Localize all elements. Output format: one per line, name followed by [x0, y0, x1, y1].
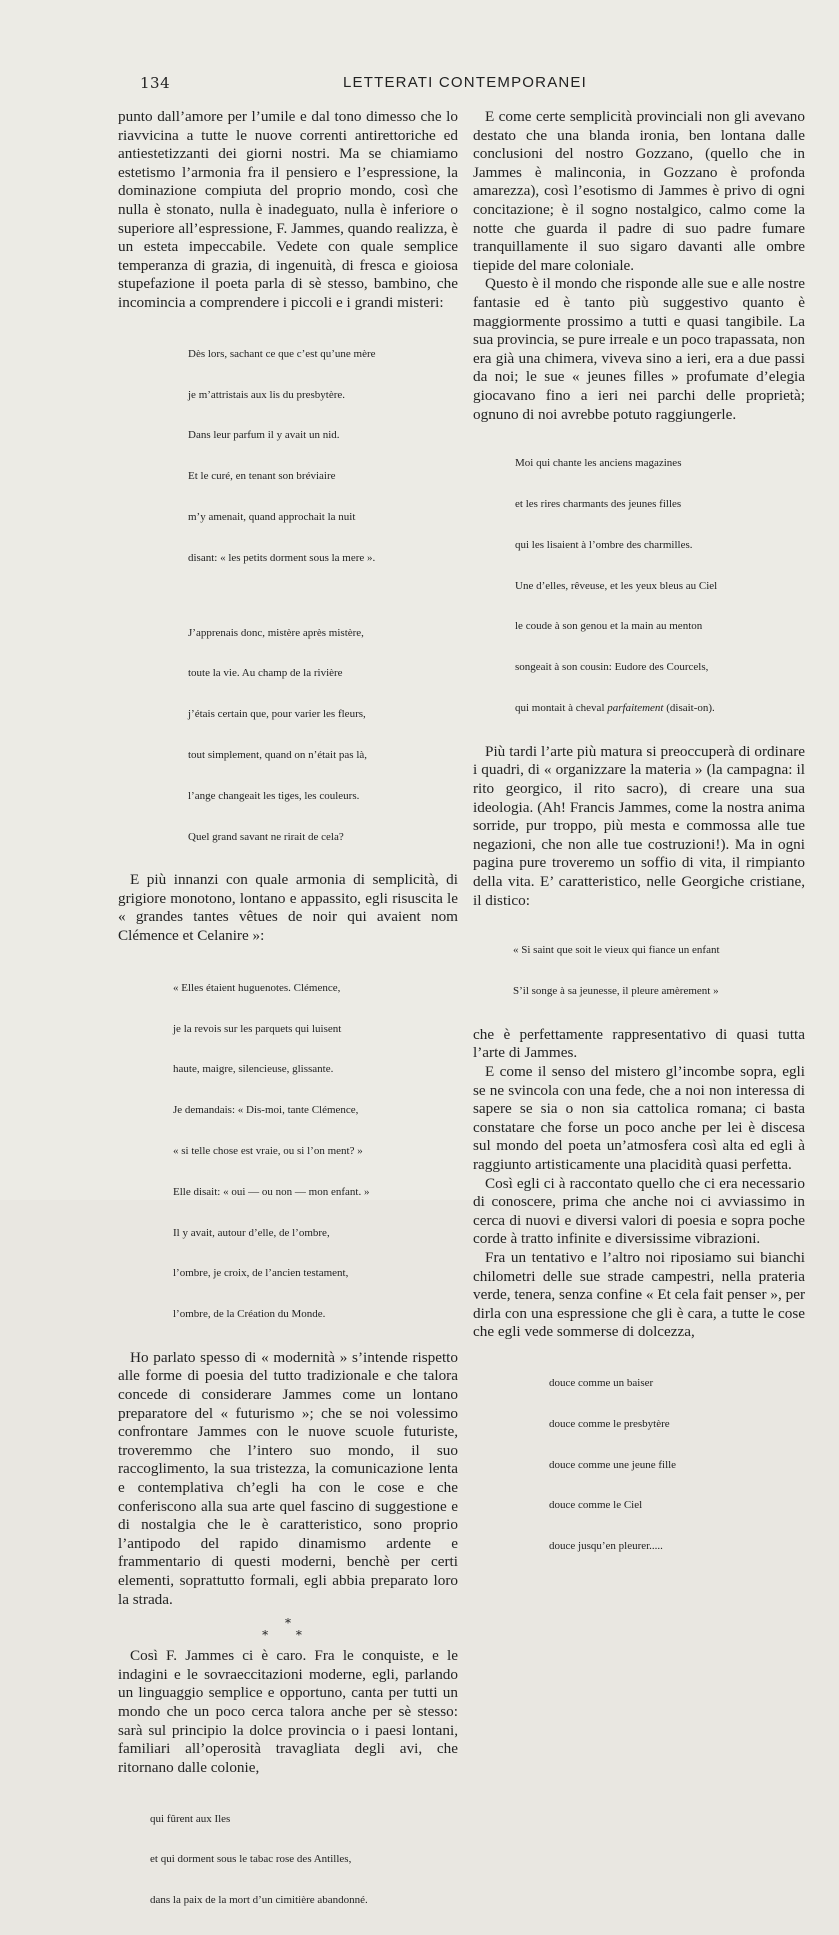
verse-line: « Elles étaient huguenotes. Clémence,: [173, 981, 341, 994]
verse-line: m’y amenait, quand approchait la nuit: [188, 510, 356, 523]
verse-line: douce comme le presbytère: [549, 1417, 670, 1430]
verse-line: songeait à son cousin: Eudore des Courcels,: [515, 661, 709, 674]
verse-line: Quel grand savant ne rirait de cela?: [188, 830, 344, 843]
verse-line: l’ombre, de la Création du Monde.: [173, 1308, 326, 1321]
poem-quote: [173, 955, 458, 1349]
poem-quote: [549, 1350, 805, 1581]
paragraph: che è perfettamente rappresentativo di quasi tutta l’arte di Jammes.: [473, 1025, 805, 1062]
paragraph: Fra un tentativo e l’altro noi riposiamo sui bianchi chilometri delle sue strade campestri, nella prateria verde, tenera, senza confine « Et cela fait penser », per dirla con una espressione che gli è cara, a tutte le cose che egli vede sommerse di dolcezza,: [473, 1248, 805, 1341]
poem-quote: [188, 321, 458, 872]
verse-line: le coude à son genou et la main au menton: [515, 620, 703, 633]
page-number: 134: [140, 74, 171, 92]
paragraph: Questo è il mondo che risponde alle sue e alle nostre fantasie ed è tanto più suggestivo quanto è maggiormente prossimo a tutti e quasi tangibile. La sua provincia, se pure irreale e un poco trapassata, non era già una chimera, viveva sino a ieri, era a due passi da noi; le sue « jeunes filles » profumate d’elegia giocavano fino a ieri nei parchi delle proprietà; ognuno di noi avrebbe potuto raggiungerle.: [473, 275, 805, 423]
verse-line: douce comme le Ciel: [549, 1499, 643, 1512]
verse-line: qui fûrent aux Iles: [150, 1812, 231, 1825]
verse-line: douce comme un baiser: [549, 1377, 654, 1390]
verse-line: « Si saint que soit le vieux qui fiance un enfant: [513, 944, 720, 957]
section-separator: [118, 1617, 458, 1641]
verse-line: disant: « les petits dorment sous la mere ».: [188, 551, 376, 564]
verse-line: qui les lisaient à l’ombre des charmilles.: [515, 538, 693, 551]
verse-line: j’étais certain que, pour varier les fleurs,: [188, 708, 366, 721]
verse-line: « si telle chose est vraie, ou si l’on ment? »: [173, 1144, 363, 1157]
verse-line: Je demandais: « Dis-moi, tante Clémence,: [173, 1104, 359, 1117]
verse-text: qui montait à cheval: [515, 701, 608, 714]
verse-line: douce comme une jeune fille: [549, 1458, 677, 1471]
paragraph: Così F. Jammes ci è caro. Fra le conquiste, e le indagini e le sovraeccitazioni moderne, egli, parlando un linguaggio semplice e opportuno, canta per tutti un mondo che un poco cerca talora anche per sè stesso: sarà sul principio la dolce provincia o i paesi lontani, familiari all’operosità travagliata degli avi, che ritornano dalle colonie,: [118, 1647, 458, 1776]
paragraph: Ho parlato spesso di « modernità » s’intende rispetto alle forme di poesia del tutto tradizionale e che talora concede di considerare Jammes come un lontano preparatore del « futurismo »; che se noi volessimo confrontare Jammes con le nuove scuole futuriste, troveremmo che l’intero suo mondo, il suo raccoglimento, la sua tristezza, la comunicazione lenta e contemplativa ch’egli ha con le cose e che conferiscono alla sua arte quel fascino di suggestione e di nostalgia che le è caratteristico, sono proprio l’antipodo del rapido dinamismo ardente e frammentario di questi moderni, benchè per certi elementi, soprattutto formali, egli abbia preparato loro la strada.: [118, 1348, 458, 1608]
verse-line: l’ange changeait les tiges, les couleurs.: [188, 789, 360, 802]
verse-line: je m’attristais aux lis du presbytère.: [188, 388, 346, 401]
verse-line: Elle disait: « oui — ou non — mon enfant. »: [173, 1185, 370, 1198]
verse-line: S’il songe à sa jeunesse, il pleure amèrement »: [513, 985, 719, 998]
right-column: [473, 108, 805, 1581]
paragraph: E come il senso del mistero gl’incombe sopra, egli se ne svincola con una fede, che a noi non interessa di sapere se sia o non sia cattolica romana; ci basta constatare che forse un poco anche per lei è discesa sul mondo del poeta un’atmosfera così alta ed egli à raggiunto artisticamente una placidità quasi perfetta.: [473, 1063, 805, 1173]
paragraph: Più tardi l’arte più matura si preoccuperà di ordinare i quadri, di « organizzare la materia » (la campagna: il rito georgico, il rito sacro), di creare una sua ideologia. (Ah! Francis Jammes, come la nostra anima sorride, pur troppo, più mesta e commossa alle tue negazioni, che non alle tue costruzioni!). Ma in ogni pagina pure troveremo un soffio di vita, il rimpianto della vita. E’ caratteristico, nelle Georgiche cristiane, il distico:: [473, 742, 805, 909]
paragraph: punto dall’amore per l’umile e dal tono dimesso che lo riavvicina a tutte le nuove correnti antirettoriche ed antiestetizzanti dei giorni nostri. Ma se chiamiamo estetismo l’armonia fra il pensiero e l’espressione, la dominazione compiuta del proprio mondo, così che nulla è stonato, nulla è inadeguato, nulla è inferiore o superiore all’espressione, F. Jammes, quando realizza, è un esteta impeccabile. Vedete con quale semplice temperanza di grazia, di ingenuità, di fresca e gioiosa stupefazione il poeta parla di sè stesso, bambino, che incomincia a comprendere i piccoli e i grandi misteri:: [118, 108, 458, 311]
paragraph: E più innanzi con quale armonia di semplicità, di grigiore monotono, lontano e appassito, egli risuscita le « grandes tantes vêtues de noir qui avaient nom Clémence et Celanire »:: [118, 871, 458, 945]
poem-quote: [150, 1785, 458, 1935]
verse-line: et qui dorment sous le tabac rose des Antilles,: [150, 1853, 352, 1866]
verse-line: Dès lors, sachant ce que c’est qu’une mère: [188, 347, 376, 360]
verse-line: Et le curé, en tenant son bréviaire: [188, 470, 336, 483]
verse-line: je la revois sur les parquets qui luisent: [173, 1022, 342, 1035]
verse-line: Moi qui chante les anciens magazines: [515, 457, 682, 470]
verse-line: Il y avait, autour d’elle, de l’ombre,: [173, 1226, 330, 1239]
verse-line: J’apprenais donc, mistère après mistère,: [188, 626, 364, 639]
verse-line: [515, 702, 805, 716]
separator-stars: * *: [262, 1628, 314, 1643]
paragraph: Così egli ci à raccontato quello che ci era necessario di conoscere, prima che anche noi ci avviassimo in cerca di nuovi e diversi valori di poesia e sopra poche corde à tratto infinite e diversissime vibrazioni.: [473, 1174, 805, 1248]
left-column: [118, 108, 458, 1935]
verse-line: toute la vie. Au champ de la rivière: [188, 667, 343, 680]
poem-quote: [513, 917, 805, 1026]
verse-line: haute, maigre, silencieuse, glissante.: [173, 1063, 334, 1076]
verse-italic: parfaitement: [607, 701, 664, 714]
verse-line: Une d’elles, rêveuse, et les yeux bleus au Ciel: [515, 579, 718, 592]
verse-line: et les rires charmants des jeunes filles: [515, 498, 682, 511]
verse-text: (disait-on).: [663, 701, 715, 714]
separator-star: *: [285, 1616, 291, 1631]
verse-line: l’ombre, je croix, de l’ancien testament,: [173, 1267, 349, 1280]
verse-line: Dans leur parfum il y avait un nid.: [188, 429, 340, 442]
poem-quote: [515, 430, 805, 743]
running-title: LETTERATI CONTEMPORANEI: [343, 74, 588, 91]
paragraph: E come certe semplicità provinciali non gli avevano destato che una blanda ironia, ben lontana dalle conclusioni del nostro Gozzano, (quello che in Jammes è malinconia, in Gozzano è profonda amarezza), così l’esotismo di Jammes è privo di ogni concitazione; è il sogno nostalgico, calmo come la notte che guarda il padre di suo padre fumare tranquillamente il suo sigaro davanti alle ombre tiepide del mare coloniale.: [473, 108, 805, 274]
stanza-break: [188, 592, 458, 599]
verse-line: tout simplement, quand on n’était pas là,: [188, 748, 368, 761]
verse-line: dans la paix de la mort d’un cimitière abandonné.: [150, 1894, 368, 1907]
verse-line: douce jusqu’en pleurer.....: [549, 1540, 663, 1553]
